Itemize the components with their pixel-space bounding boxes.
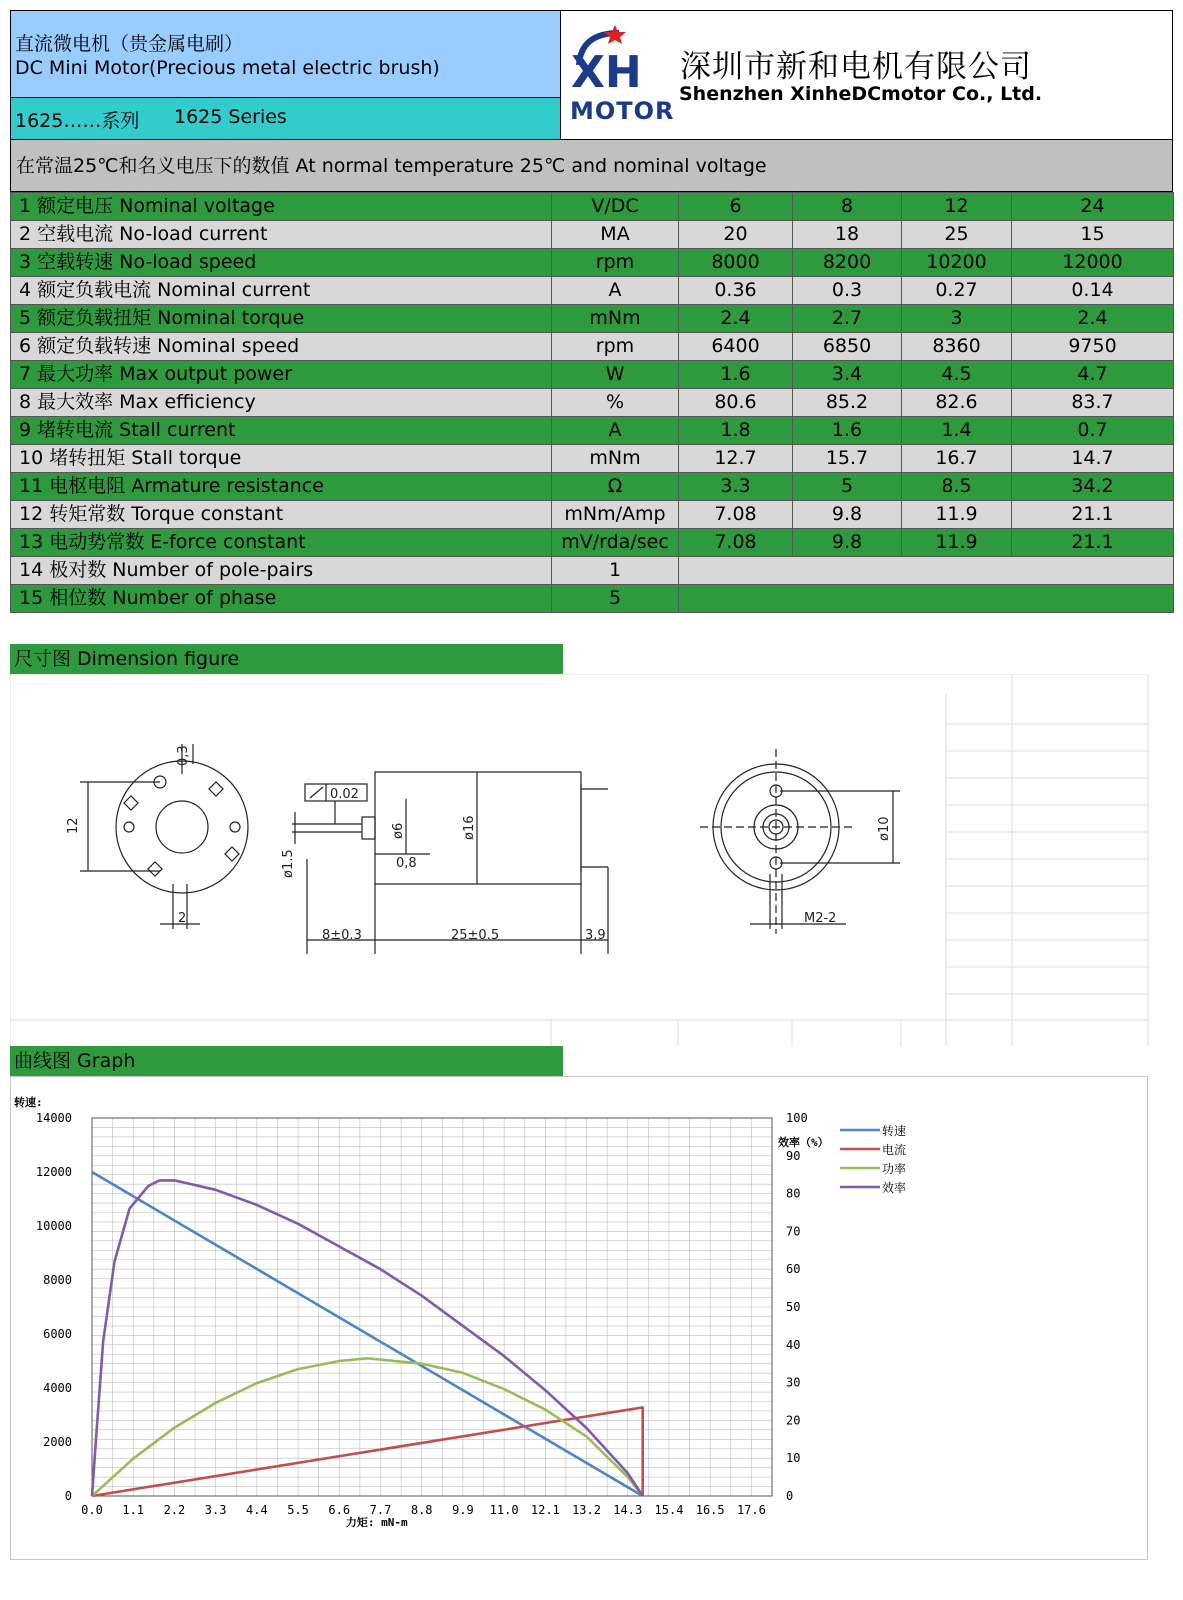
spec-value: 6850 (793, 333, 902, 361)
spec-label: 1 额定电压 Nominal voltage (11, 193, 552, 221)
spec-row (11, 361, 1174, 389)
x-tick-label: 16.5 (695, 1503, 725, 1517)
company-name-en: Shenzhen XinheDCmotor Co., Ltd. (679, 83, 1043, 105)
legend-label: 功率 (882, 1162, 907, 1176)
spec-label: 8 最大效率 Max efficiency (11, 389, 552, 417)
y-tick-label: 14000 (35, 1111, 72, 1125)
spec-value: 6 (679, 193, 793, 221)
spec-unit: rpm (552, 333, 679, 361)
x-tick-label: 7.7 (369, 1503, 392, 1517)
spec-unit: W (552, 361, 679, 389)
legend-label: 效率 (882, 1181, 907, 1195)
spec-label: 6 额定负载转速 Nominal speed (11, 333, 552, 361)
spec-value: 12000 (1012, 249, 1174, 277)
x-tick-label: 1.1 (122, 1503, 145, 1517)
spec-label: 13 电动势常数 E-force constant (11, 529, 552, 557)
spec-label: 5 额定负载扭矩 Nominal torque (11, 305, 552, 333)
y2-tick-label: 70 (786, 1224, 801, 1239)
spec-label: 3 空载转速 No-load speed (11, 249, 552, 277)
spec-value: 6400 (679, 333, 793, 361)
spec-row (11, 417, 1174, 445)
spec-value: 34.2 (1012, 473, 1174, 501)
spec-value: 25 (902, 221, 1012, 249)
y2-tick-label: 100 (786, 1111, 808, 1125)
title-en: DC Mini Motor(Precious metal electric brush) (15, 57, 440, 79)
spec-value: 1.4 (902, 417, 1012, 445)
company-box (561, 10, 1173, 140)
spec-label: 7 最大功率 Max output power (11, 361, 552, 389)
spec-label: 9 堵转电流 Stall current (11, 417, 552, 445)
y2-tick-label: 40 (786, 1337, 801, 1352)
test-condition: 在常温25℃和名义电压下的数值 At normal temperature 25℃ and nominal voltage (10, 140, 1173, 192)
x-tick-label: 5.5 (287, 1503, 309, 1517)
spec-value: 8360 (902, 333, 1012, 361)
spec-value: 15.7 (793, 445, 902, 473)
header-title-box (10, 10, 561, 98)
spec-value: 8.5 (902, 473, 1012, 501)
spec-value: 11.9 (902, 501, 1012, 529)
x-tick-label: 0.0 (81, 1503, 103, 1517)
spec-value: 1.6 (679, 361, 793, 389)
spec-value: 14.7 (1012, 445, 1174, 473)
spec-label: 15 相位数 Number of phase (11, 585, 552, 613)
y-tick-label: 0 (64, 1489, 72, 1503)
company-logo-icon (569, 25, 649, 95)
spec-value: 1.6 (793, 417, 902, 445)
dim-2: 2 (178, 911, 187, 926)
spec-value: 0.27 (902, 277, 1012, 305)
spec-value: 11.9 (902, 529, 1012, 557)
spec-value: 4.5 (902, 361, 1012, 389)
y-tick-label: 10000 (35, 1219, 72, 1233)
x-tick-label: 14.3 (613, 1503, 643, 1517)
spec-value: 0.7 (1012, 417, 1174, 445)
y-axis-label: 转速: (14, 1096, 43, 1109)
series-box (10, 98, 561, 140)
spec-label: 14 极对数 Number of pole-pairs (11, 557, 552, 585)
spec-row (11, 305, 1174, 333)
dim-8: 8±0.3 (322, 928, 362, 943)
performance-chart (10, 1080, 1160, 1550)
spec-value: 8 (793, 193, 902, 221)
spec-unit: 1 (552, 557, 679, 585)
spec-value: 2.7 (793, 305, 902, 333)
spec-row (11, 389, 1174, 417)
company-name-cn: 深圳市新和电机有限公司 (680, 49, 1032, 85)
dimension-title: 尺寸图 Dimension figure (10, 644, 563, 674)
spec-value: 4.7 (1012, 361, 1174, 389)
y-tick-label: 6000 (43, 1327, 72, 1341)
x-tick-label: 9.9 (452, 1503, 474, 1517)
x-tick-label: 11.0 (489, 1503, 519, 1517)
dim-phi-10: ø10 (877, 816, 892, 841)
spec-row (11, 585, 1174, 613)
x-tick-label: 4.4 (246, 1503, 268, 1517)
legend-label: 电流 (882, 1143, 907, 1157)
spec-value-empty (679, 585, 1174, 613)
title-cn: 直流微电机（贵金属电刷） (15, 33, 244, 55)
spec-value: 8200 (793, 249, 902, 277)
spec-label: 4 额定负载电流 Nominal current (11, 277, 552, 305)
x-tick-label: 17.6 (736, 1503, 766, 1517)
y2-tick-label: 10 (786, 1451, 801, 1466)
spec-value: 18 (793, 221, 902, 249)
spec-value: 80.6 (679, 389, 793, 417)
dimension-drawing (10, 674, 1173, 1046)
spec-value: 9.8 (793, 501, 902, 529)
spec-value: 8000 (679, 249, 793, 277)
spec-unit: rpm (552, 249, 679, 277)
spec-row (11, 473, 1174, 501)
dim-3-9: 3,9 (585, 928, 606, 943)
spec-value: 24 (1012, 193, 1174, 221)
spec-row (11, 277, 1174, 305)
dim-tolerance: 0.02 (330, 787, 359, 802)
spec-row (11, 333, 1174, 361)
spec-unit: mNm/Amp (552, 501, 679, 529)
series-en: 1625 Series (174, 106, 287, 128)
spec-unit: % (552, 389, 679, 417)
y-tick-label: 2000 (43, 1435, 72, 1449)
legend-label: 转速 (882, 1124, 907, 1138)
spec-label: 2 空载电流 No-load current (11, 221, 552, 249)
series-cn: 1625……系列 (15, 110, 140, 132)
x-tick-label: 13.2 (572, 1503, 601, 1517)
spec-value: 12.7 (679, 445, 793, 473)
spec-value: 2.4 (679, 305, 793, 333)
x-tick-label: 8.8 (410, 1503, 433, 1517)
spec-row (11, 221, 1174, 249)
dim-phi-6: ø6 (391, 822, 406, 839)
graph-title: 曲线图 Graph (10, 1046, 563, 1076)
spec-value: 12 (902, 193, 1012, 221)
spec-value: 1.8 (679, 417, 793, 445)
spec-unit: V/DC (552, 193, 679, 221)
spec-row (11, 557, 1174, 585)
spec-value: 2.4 (1012, 305, 1174, 333)
x-tick-label: 6.6 (328, 1503, 351, 1517)
dim-m2: M2-2 (804, 911, 837, 926)
spec-value: 0.3 (793, 277, 902, 305)
spec-value: 9.8 (793, 529, 902, 557)
spec-row (11, 249, 1174, 277)
y2-tick-label: 30 (786, 1375, 801, 1390)
x-tick-label: 2.2 (163, 1503, 186, 1517)
spec-value: 5 (793, 473, 902, 501)
y-tick-label: 8000 (43, 1273, 72, 1287)
x-axis-label: 力矩: mN-m (345, 1516, 408, 1529)
spec-value: 3 (902, 305, 1012, 333)
x-tick-label: 12.1 (530, 1503, 560, 1517)
spec-unit: 5 (552, 585, 679, 613)
dim-0-3: 0,3 (176, 745, 191, 766)
spec-value: 7.08 (679, 529, 793, 557)
spec-value: 7.08 (679, 501, 793, 529)
spec-label: 12 转矩常数 Torque constant (11, 501, 552, 529)
spec-unit: mNm (552, 305, 679, 333)
spec-value: 21.1 (1012, 501, 1174, 529)
spec-value: 3.3 (679, 473, 793, 501)
spec-value: 16.7 (902, 445, 1012, 473)
spec-unit: mNm (552, 445, 679, 473)
spec-value: 10200 (902, 249, 1012, 277)
spec-value: 20 (679, 221, 793, 249)
dim-phi-1-5: ø1.5 (281, 849, 296, 878)
spec-value: 82.6 (902, 389, 1012, 417)
y2-tick-label: 90 (786, 1148, 801, 1163)
spec-label: 10 堵转扭矩 Stall torque (11, 445, 552, 473)
y2-tick-label: 50 (786, 1300, 801, 1314)
spec-unit: A (552, 277, 679, 305)
spec-value: 85.2 (793, 389, 902, 417)
x-tick-label: 3.3 (204, 1503, 227, 1517)
spec-value: 0.36 (679, 277, 793, 305)
y-tick-label: 4000 (43, 1381, 72, 1395)
spec-row (11, 501, 1174, 529)
y2-tick-label: 80 (786, 1186, 801, 1201)
spec-label: 11 电枢电阻 Armature resistance (11, 473, 552, 501)
spec-value: 21.1 (1012, 529, 1174, 557)
spec-row (11, 529, 1174, 557)
dim-0-8: 0,8 (396, 856, 417, 871)
y2-axis-label: 效率（%） (778, 1136, 829, 1149)
y2-tick-label: 60 (786, 1262, 801, 1277)
spec-unit: MA (552, 221, 679, 249)
spec-value: 0.14 (1012, 277, 1174, 305)
spec-table (10, 192, 1174, 613)
spec-value: 3.4 (793, 361, 902, 389)
dim-25: 25±0.5 (451, 928, 500, 943)
spec-value: 15 (1012, 221, 1174, 249)
logo-word: MOTOR (570, 97, 675, 125)
dim-phi-16: ø16 (462, 815, 477, 840)
y-tick-label: 12000 (35, 1165, 72, 1179)
x-tick-label: 15.4 (654, 1503, 684, 1517)
spec-value: 9750 (1012, 333, 1174, 361)
spec-value-empty (679, 557, 1174, 585)
spec-value: 83.7 (1012, 389, 1174, 417)
y2-tick-label: 0 (786, 1489, 794, 1503)
spec-unit: mV/rda/sec (552, 529, 679, 557)
logo-letters: XH (571, 47, 642, 95)
spec-unit: Ω (552, 473, 679, 501)
y2-tick-label: 20 (786, 1413, 801, 1428)
dim-12: 12 (66, 817, 81, 834)
spec-row (11, 193, 1174, 221)
spec-unit: A (552, 417, 679, 445)
spec-row (11, 445, 1174, 473)
